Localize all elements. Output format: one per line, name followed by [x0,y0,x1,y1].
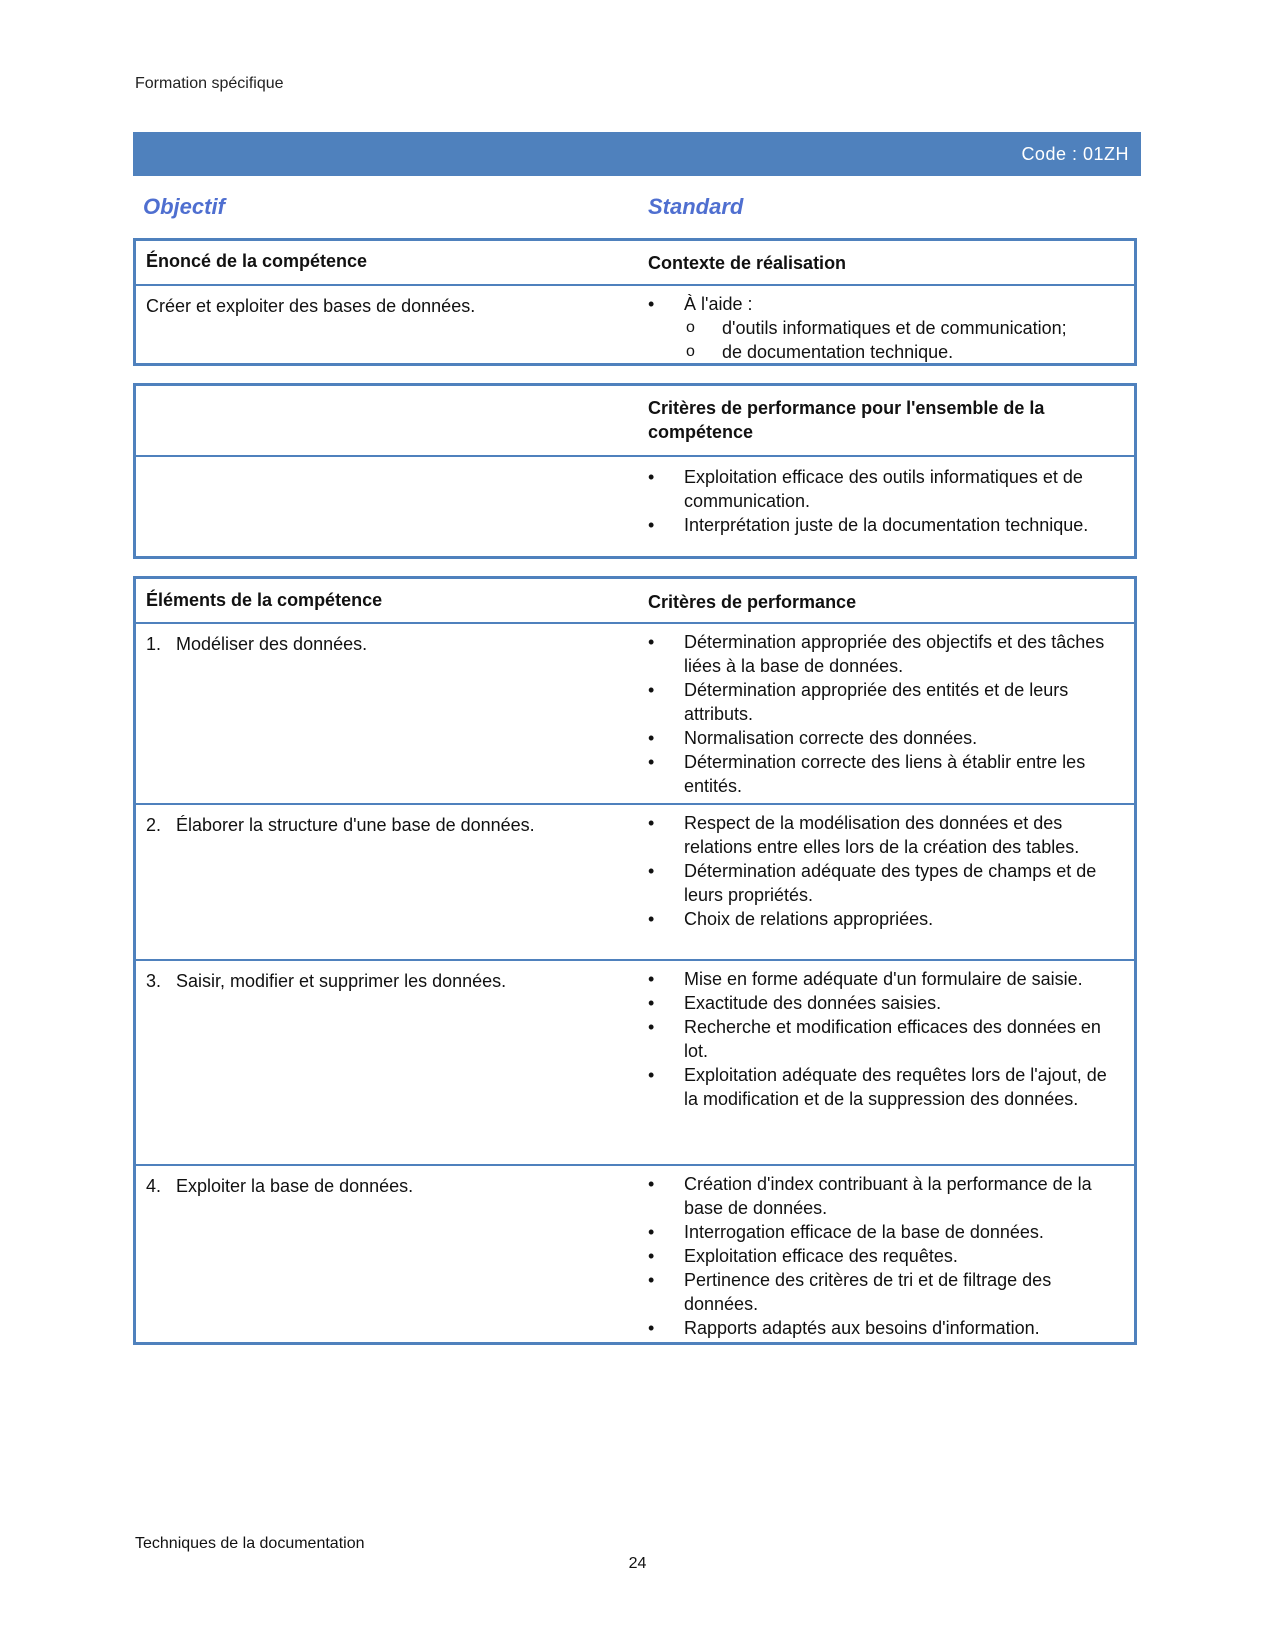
enonce-header-row [136,241,1134,286]
enonce-content-row [136,286,1134,364]
list-item: • Exploitation efficace des requêtes. [648,1244,1124,1268]
list-item: • Normalisation correcte des données. [648,726,1124,750]
list-item: • Détermination correcte des liens à établir entre les entités. [648,750,1124,798]
list-item: • Recherche et modification efficaces des données en lot. [648,1015,1124,1063]
list-item: • Exploitation efficace des outils informatiques et de communication. [648,465,1124,513]
element-label: 4. Exploiter la base de données. [146,1176,414,1196]
enonce-heading: Énoncé de la compétence [146,251,368,271]
enonce-text: Créer et exploiter des bases de données. [146,296,476,316]
enonce-box [133,238,1137,366]
global-criteria-heading: Critères de performance pour l'ensemble de la compétence [648,398,1045,442]
list-item: • Exploitation adéquate des requêtes lors de l'ajout, de la modification et de la suppression des données. [648,1063,1124,1111]
standard-heading: Standard [648,194,744,219]
list-item: • Mise en forme adéquate d'un formulaire de saisie. [648,967,1124,991]
list-item: • Choix de relations appropriées. [648,907,1124,931]
list-item: • Détermination appropriée des objectifs et des tâches liées à la base de données. [648,630,1124,678]
contexte-intro: • À l'aide : o d'outils informatiques et de communication; o de documentation technique. [648,292,1124,364]
competency-code: Code : 01ZH [1021,144,1129,164]
element-label: 1. Modéliser des données. [146,634,368,654]
list-item: • Interprétation juste de la documentation technique. [648,513,1124,537]
list-item: • Création d'index contribuant à la performance de la base de données. [648,1172,1124,1220]
table-row [136,961,1134,1166]
contexte-sublist [684,316,1124,364]
list-item: • Interrogation efficace de la base de données. [648,1220,1124,1244]
list-item: • Pertinence des critères de tri et de filtrage des données. [648,1268,1124,1316]
list-item: • Détermination adéquate des types de champs et de leurs propriétés. [648,859,1124,907]
global-criteria-header-row [136,386,1134,457]
list-item: • Respect de la modélisation des données et des relations entre elles lors de la création des tables. [648,811,1124,859]
criteria-list [648,630,1124,798]
table-row [136,1166,1134,1347]
code-bar [133,132,1141,176]
criteria-list [648,1172,1124,1340]
page-number: 24 [628,1555,647,1572]
list-item: • Exactitude des données saisies. [648,991,1124,1015]
elements-box [133,576,1137,1345]
criteria-list [648,811,1124,931]
global-criteria-row [136,457,1134,557]
running-header: Formation spécifique [135,75,284,92]
contexte-list [648,292,1124,364]
criteria-heading: Critères de performance [648,592,857,612]
criteria-list [648,967,1124,1111]
global-criteria-box [133,383,1137,559]
contexte-heading: Contexte de réalisation [648,253,847,273]
list-item: • Détermination appropriée des entités et de leurs attributs. [648,678,1124,726]
global-criteria-list [648,465,1124,537]
list-item: o d'outils informatiques et de communication; [684,316,1124,340]
list-item: • Rapports adaptés aux besoins d'information. [648,1316,1124,1340]
list-item: o de documentation technique. [684,340,1124,364]
elements-heading: Éléments de la compétence [146,590,383,610]
elements-header-row [136,579,1134,624]
table-row [136,805,1134,961]
element-label: 3. Saisir, modifier et supprimer les données. [146,971,507,991]
footer-program: Techniques de la documentation [135,1535,365,1552]
objectif-heading: Objectif [143,194,225,219]
element-label: 2. Élaborer la structure d'une base de données. [146,815,535,835]
table-row [136,624,1134,805]
